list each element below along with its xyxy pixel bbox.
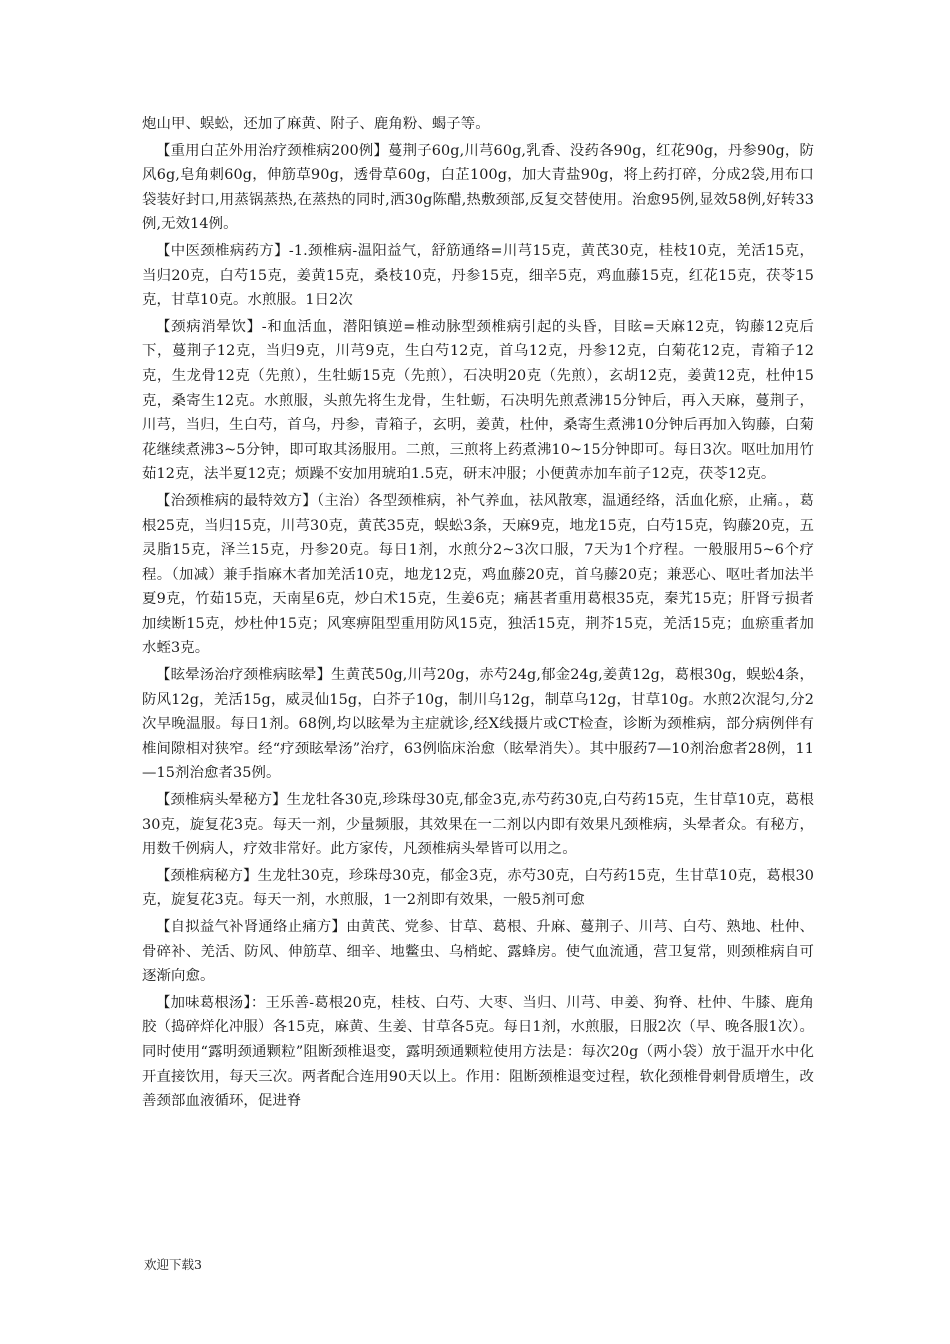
paragraph-qi-kidney-formula: 【自拟益气补肾通络止痛方】由黄芪、党参、甘草、葛根、升麻、蔓荆子、川芎、白芍、熟地、杜仲、骨碎补、羌活、防风、伸筋草、细辛、地鳖虫、乌梢蛇、露蜂房。使气血流通，营卫复常，则颈椎病自可逐渐向愈。 bbox=[142, 919, 814, 985]
paragraph-vertigo-decoction: 【眩晕汤治疗颈椎病眩晕】生黄芪50g,川芎20g，赤芍24g,郁金24g,姜黄12g，葛根30g，蜈蚣4条，防风12g，羌活15g，威灵仙15g，白芥子10g，制川乌12g，制草乌12g，甘草10g。水煎2次混匀,分2次早晚温服。每日1剂。68例,均以眩晕为主症就诊,经X线摄片或CT检查，诊断为颈椎病，部分病例伴有椎间隙相对狭窄。经“疗颈眩晕汤”治疗，63例临床治愈（眩晕消失）。其中服药7—10剂治愈者28例，11—15剂治愈者35例。 bbox=[142, 667, 814, 782]
paragraph-dizziness-drink: 【颈病消晕饮】-和血活血，潜阳镇逆=椎动脉型颈椎病引起的头昏，目眩=天麻12克，钩藤12克后下，蔓荆子12克，当归9克，川芎9克，生白芍12克，首乌12克，丹参12克，白菊花12克，青箱子12克，生龙骨12克（先煎），生牡蛎15克（先煎），石决明20克（先煎），玄胡12克，姜黄12克，杜仲15克，桑寄生12克。水煎服，头煎先将生龙骨，生牡蛎，石决明先煎煮沸15分钟后，再入天麻，蔓荆子，川芎，当归，生白芍，首乌，丹参，青箱子，玄明，姜黄，杜仲，桑寄生煮沸10分钟后再加入钩藤，白菊花继续煮沸3~5分钟，即可取其汤服用。二煎，三煎将上药煮沸10~15分钟即可。每日3次。呕吐加用竹茹12克，法半夏12克；烦躁不安加用琥珀1.5克，研末冲服；小便黄赤加车前子12克，茯苓12克。 bbox=[142, 318, 814, 483]
paragraph-headache-secret: 【颈椎病头晕秘方】生龙牡各30克,珍珠母30克,郁金3克,赤芍药30克,白芍药15克，生甘草10克，葛根30克，旋复花3克。每天一剂，少量频服，其效果在一二剂以内即有效果凡颈椎病，头晕者众。有秘方，用数千例病人，疗效非常好。此方家传，凡颈椎病头晕皆可以用之。 bbox=[142, 792, 814, 858]
document-body bbox=[142, 112, 814, 1116]
page-footer: 欢迎下载3 bbox=[144, 1257, 202, 1272]
paragraph-baizhi-external: 【重用白芷外用治疗颈椎病200例】蔓荆子60g,川芎60g,乳香、没药各90g，红花90g，丹参90g，防风6g,皂角刺60g，伸筋草90g，透骨草60g，白芷100g，加大青盐90g，将上药打碎，分成2袋,用布口袋装好封口,用蒸锅蒸热,在蒸热的同时,洒30g陈醋,热敷颈部,反复交替使用。治愈95例,显效58例,好转33例,无效14例。 bbox=[142, 142, 814, 233]
paragraph-most-effective: 【治颈椎病的最特效方】（主治）各型颈椎病，补气养血，祛风散寒，温通经络，活血化瘀，止痛。，葛根25克，当归15克，川芎30克，黄芪35克，蜈蚣3条，天麻9克，地龙15克，白芍15克，钩藤20克，五灵脂15克，泽兰15克，丹参20克。每日1剂，水煎分2~3次口服，7天为1个疗程。一般服用5~6个疗程。（加减）兼手指麻木者加羌活10克，地龙12克，鸡血藤20克，首乌藤20克；兼恶心、呕吐者加法半夏9克，竹茹15克，天南星6克，炒白术15克，生姜6克；痛甚者重用葛根35克，秦艽15克；肝肾亏损者加续断15克，炒杜仲15克；风寒痹阻型重用防风15克，独活15克，荆芥15克，羌活15克；血瘀重者加水蛭3克。 bbox=[142, 492, 814, 657]
paragraph-tcm-prescription: 【中医颈椎病药方】-1.颈椎病-温阳益气，舒筋通络=川芎15克，黄芪30克，桂枝10克，羌活15克，当归20克，白芍15克，姜黄15克，桑枝10克，丹参15克，细辛5克，鸡血藤15克，红花15克，茯苓15克，甘草10克。水煎服。1日2次 bbox=[142, 242, 814, 309]
paragraph-secret-formula: 【颈椎病秘方】生龙牡30克，珍珠母30克，郁金3克，赤芍30克，白芍药15克，生甘草10克，葛根30克，旋复花3克。每天一剂，水煎服，1一2剂即有效果，一般5剂可愈 bbox=[142, 867, 814, 909]
paragraph-continuation: 炮山甲、蜈蚣，还加了麻黄、附子、鹿角粉、蝎子等。 bbox=[142, 116, 490, 132]
paragraph-gegen-decoction: 【加味葛根汤】：王乐善-葛根20克，桂枝、白芍、大枣、当归、川芎、申姜、狗脊、杜仲、牛膝、鹿角胶（捣碎烊化冲服）各15克，麻黄、生姜、甘草各5克。每日1剂，水煎服，日服2次（早、晚各服1次）。同时使用“露明颈通颗粒”阻断颈椎退变，露明颈通颗粒使用方法是：每次20g（两小袋）放于温开水中化开直接饮用，每天三次。两者配合连用90天以上。作用：阻断颈椎退变过程，软化颈椎骨刺骨质增生，改善颈部血液循环，促进脊 bbox=[142, 994, 814, 1110]
